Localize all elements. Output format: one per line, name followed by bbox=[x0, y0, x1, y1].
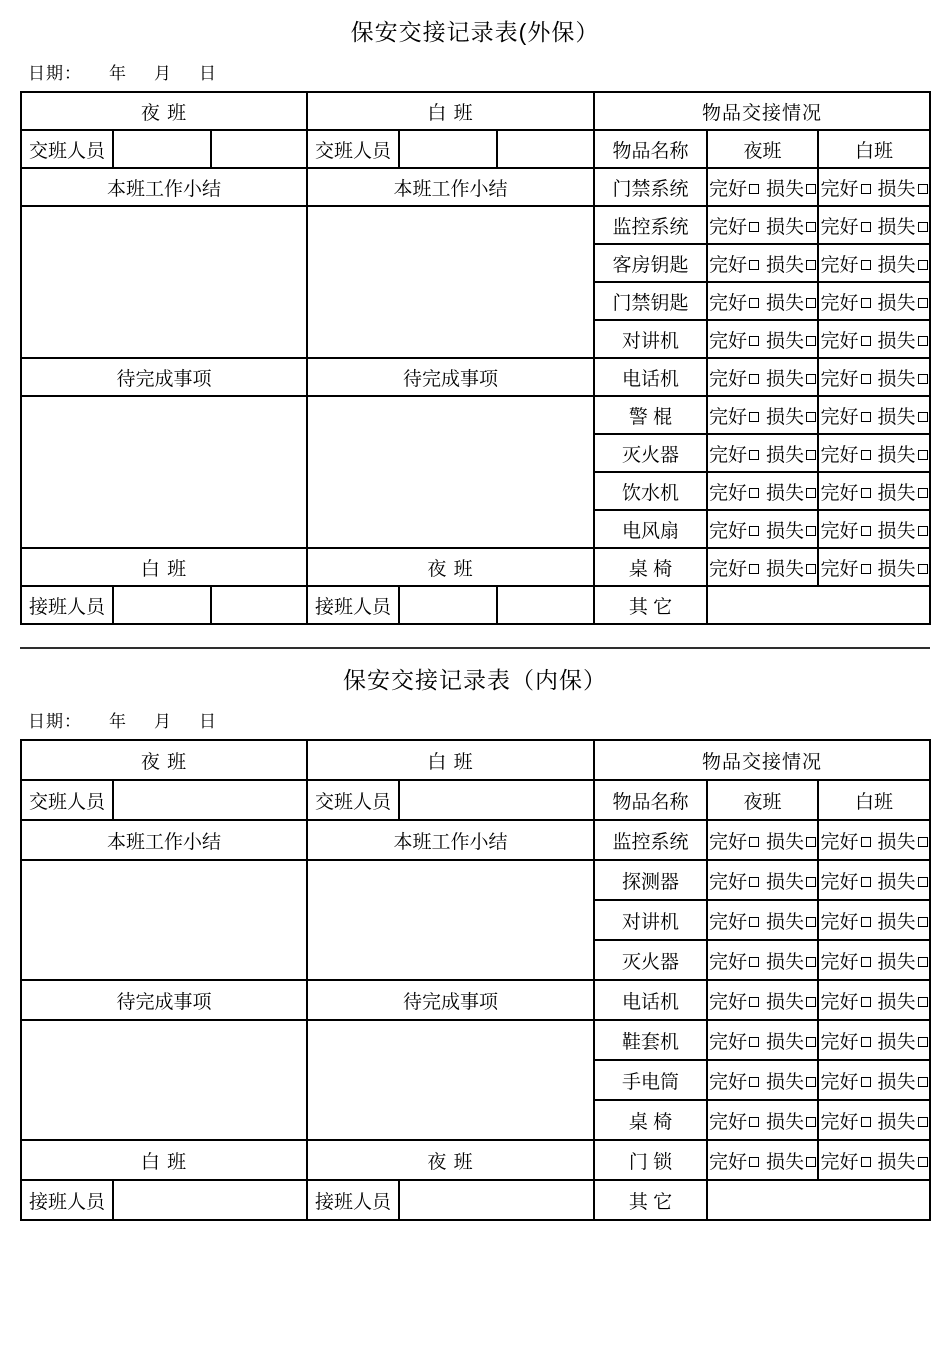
takeover-staff-label: 接班人员 bbox=[21, 1180, 113, 1220]
damaged-label: 损失 bbox=[766, 216, 805, 238]
good-label: 完好 bbox=[820, 520, 859, 542]
status-night bbox=[707, 396, 818, 434]
handover-staff-input[interactable] bbox=[399, 780, 594, 820]
checkbox-damaged[interactable] bbox=[918, 1037, 928, 1047]
work-summary-input[interactable] bbox=[307, 206, 594, 358]
work-summary-header: 本班工作小结 bbox=[307, 820, 594, 860]
status-day bbox=[818, 980, 930, 1020]
handover-table-neibao bbox=[20, 739, 931, 1221]
item-name: 门禁钥匙 bbox=[594, 282, 707, 320]
damaged-label: 损失 bbox=[766, 520, 805, 542]
good-label: 完好 bbox=[708, 1111, 747, 1133]
status-day bbox=[818, 1140, 930, 1180]
checkbox-damaged[interactable] bbox=[918, 336, 928, 346]
checkbox-good[interactable] bbox=[861, 1037, 871, 1047]
takeover-staff-input[interactable] bbox=[113, 586, 211, 624]
status-day bbox=[818, 940, 930, 980]
status-night bbox=[707, 244, 818, 282]
checkbox-good[interactable] bbox=[749, 1037, 759, 1047]
item-name: 电话机 bbox=[594, 358, 707, 396]
status-day bbox=[818, 168, 930, 206]
handover-staff-input[interactable] bbox=[211, 130, 307, 168]
good-label: 完好 bbox=[820, 871, 859, 893]
work-summary-header: 本班工作小结 bbox=[21, 820, 307, 860]
damaged-label: 损失 bbox=[877, 330, 916, 352]
checkbox-damaged[interactable] bbox=[918, 412, 928, 422]
good-label: 完好 bbox=[708, 911, 747, 933]
other-label: 其 它 bbox=[594, 586, 707, 624]
good-label: 完好 bbox=[708, 1071, 747, 1093]
good-label: 完好 bbox=[820, 831, 859, 853]
checkbox-damaged[interactable] bbox=[918, 222, 928, 232]
checkbox-good[interactable] bbox=[861, 877, 871, 887]
damaged-label: 损失 bbox=[877, 292, 916, 314]
section-divider bbox=[20, 647, 930, 649]
item-name: 电话机 bbox=[594, 980, 707, 1020]
status-night bbox=[707, 1060, 818, 1100]
damaged-label: 损失 bbox=[877, 991, 916, 1013]
status-night bbox=[707, 860, 818, 900]
section-title-waibao: 保安交接记录表(外保） bbox=[350, 19, 600, 45]
damaged-label: 损失 bbox=[877, 1031, 916, 1053]
pending-tasks-input[interactable] bbox=[21, 396, 307, 548]
checkbox-damaged[interactable] bbox=[806, 1037, 816, 1047]
status-day bbox=[818, 510, 930, 548]
checkbox-damaged[interactable] bbox=[918, 298, 928, 308]
checkbox-damaged[interactable] bbox=[806, 997, 816, 1007]
status-night bbox=[707, 510, 818, 548]
month-label: 月 bbox=[154, 712, 172, 731]
pending-tasks-input[interactable] bbox=[21, 1020, 307, 1140]
good-label: 完好 bbox=[708, 991, 747, 1013]
checkbox-good[interactable] bbox=[861, 450, 871, 460]
status-day bbox=[818, 1100, 930, 1140]
checkbox-damaged[interactable] bbox=[806, 1157, 816, 1167]
checkbox-damaged[interactable] bbox=[918, 450, 928, 460]
checkbox-good[interactable] bbox=[861, 526, 871, 536]
date-label: 日期： bbox=[28, 712, 82, 731]
checkbox-damaged[interactable] bbox=[918, 374, 928, 384]
damaged-label: 损失 bbox=[877, 911, 916, 933]
night-shift-header: 夜 班 bbox=[21, 740, 307, 780]
pending-tasks-header: 待完成事项 bbox=[21, 980, 307, 1020]
date-line-waibao bbox=[28, 59, 950, 84]
good-label: 完好 bbox=[708, 178, 747, 200]
damaged-label: 损失 bbox=[766, 991, 805, 1013]
item-name: 警 棍 bbox=[594, 396, 707, 434]
damaged-label: 损失 bbox=[766, 1031, 805, 1053]
checkbox-damaged[interactable] bbox=[918, 917, 928, 927]
checkbox-damaged[interactable] bbox=[806, 837, 816, 847]
damaged-label: 损失 bbox=[766, 558, 805, 580]
status-day bbox=[818, 860, 930, 900]
checkbox-damaged[interactable] bbox=[918, 1117, 928, 1127]
handover-table-waibao bbox=[20, 91, 931, 625]
night-shift-footer-header: 夜 班 bbox=[307, 548, 594, 586]
night-col-header: 夜班 bbox=[707, 130, 818, 168]
items-handover-header: 物品交接情况 bbox=[594, 92, 930, 130]
handover-staff-input[interactable] bbox=[399, 130, 497, 168]
damaged-label: 损失 bbox=[766, 444, 805, 466]
checkbox-damaged[interactable] bbox=[806, 298, 816, 308]
checkbox-good[interactable] bbox=[749, 957, 759, 967]
item-name: 鞋套机 bbox=[594, 1020, 707, 1060]
checkbox-damaged[interactable] bbox=[806, 877, 816, 887]
takeover-staff-input[interactable] bbox=[399, 586, 497, 624]
checkbox-good[interactable] bbox=[861, 564, 871, 574]
checkbox-damaged[interactable] bbox=[806, 526, 816, 536]
takeover-staff-input[interactable] bbox=[113, 1180, 307, 1220]
handover-staff-input[interactable] bbox=[113, 780, 307, 820]
checkbox-good[interactable] bbox=[861, 222, 871, 232]
other-label: 其 它 bbox=[594, 1180, 707, 1220]
handover-staff-label: 交班人员 bbox=[21, 780, 113, 820]
status-night bbox=[707, 282, 818, 320]
checkbox-damaged[interactable] bbox=[806, 222, 816, 232]
checkbox-good[interactable] bbox=[749, 1117, 759, 1127]
status-day bbox=[818, 1020, 930, 1060]
status-day bbox=[818, 206, 930, 244]
day-col-header: 白班 bbox=[818, 130, 930, 168]
checkbox-good[interactable] bbox=[861, 917, 871, 927]
checkbox-good[interactable] bbox=[861, 298, 871, 308]
night-col-header: 夜班 bbox=[707, 780, 818, 820]
status-night bbox=[707, 980, 818, 1020]
damaged-label: 损失 bbox=[766, 831, 805, 853]
year-label: 年 bbox=[109, 64, 127, 83]
checkbox-good[interactable] bbox=[861, 837, 871, 847]
checkbox-good[interactable] bbox=[749, 1077, 759, 1087]
good-label: 完好 bbox=[820, 482, 859, 504]
checkbox-damaged[interactable] bbox=[918, 488, 928, 498]
good-label: 完好 bbox=[708, 406, 747, 428]
damaged-label: 损失 bbox=[766, 292, 805, 314]
day-shift-header: 白 班 bbox=[307, 92, 594, 130]
checkbox-damaged[interactable] bbox=[806, 374, 816, 384]
damaged-label: 损失 bbox=[877, 871, 916, 893]
work-summary-input[interactable] bbox=[21, 206, 307, 358]
handover-staff-label: 交班人员 bbox=[307, 130, 399, 168]
good-label: 完好 bbox=[708, 1151, 747, 1173]
damaged-label: 损失 bbox=[766, 368, 805, 390]
damaged-label: 损失 bbox=[877, 406, 916, 428]
good-label: 完好 bbox=[820, 292, 859, 314]
good-label: 完好 bbox=[820, 1031, 859, 1053]
takeover-staff-label: 接班人员 bbox=[307, 586, 399, 624]
checkbox-good[interactable] bbox=[861, 412, 871, 422]
pending-tasks-input[interactable] bbox=[307, 396, 594, 548]
takeover-staff-input[interactable] bbox=[497, 586, 594, 624]
item-name: 探测器 bbox=[594, 860, 707, 900]
status-night bbox=[707, 434, 818, 472]
good-label: 完好 bbox=[820, 368, 859, 390]
damaged-label: 损失 bbox=[877, 1151, 916, 1173]
item-name: 监控系统 bbox=[594, 206, 707, 244]
checkbox-good[interactable] bbox=[861, 184, 871, 194]
damaged-label: 损失 bbox=[877, 1071, 916, 1093]
good-label: 完好 bbox=[708, 330, 747, 352]
good-label: 完好 bbox=[708, 368, 747, 390]
checkbox-good[interactable] bbox=[749, 488, 759, 498]
pending-tasks-header: 待完成事项 bbox=[307, 980, 594, 1020]
good-label: 完好 bbox=[820, 178, 859, 200]
date-label: 日期： bbox=[28, 64, 82, 83]
checkbox-good[interactable] bbox=[749, 222, 759, 232]
checkbox-damaged[interactable] bbox=[806, 450, 816, 460]
good-label: 完好 bbox=[708, 254, 747, 276]
checkbox-damaged[interactable] bbox=[806, 260, 816, 270]
work-summary-header: 本班工作小结 bbox=[307, 168, 594, 206]
item-name: 手电筒 bbox=[594, 1060, 707, 1100]
damaged-label: 损失 bbox=[766, 951, 805, 973]
status-day bbox=[818, 434, 930, 472]
checkbox-good[interactable] bbox=[861, 997, 871, 1007]
good-label: 完好 bbox=[820, 254, 859, 276]
checkbox-good[interactable] bbox=[861, 1117, 871, 1127]
pending-tasks-input[interactable] bbox=[307, 1020, 594, 1140]
good-label: 完好 bbox=[820, 406, 859, 428]
status-day bbox=[818, 900, 930, 940]
status-night bbox=[707, 548, 818, 586]
damaged-label: 损失 bbox=[877, 1111, 916, 1133]
good-label: 完好 bbox=[820, 951, 859, 973]
status-day bbox=[818, 1060, 930, 1100]
checkbox-good[interactable] bbox=[861, 1157, 871, 1167]
checkbox-damaged[interactable] bbox=[918, 260, 928, 270]
status-day bbox=[818, 472, 930, 510]
good-label: 完好 bbox=[708, 520, 747, 542]
status-day bbox=[818, 820, 930, 860]
neibao-section bbox=[0, 662, 950, 1221]
status-night bbox=[707, 1100, 818, 1140]
damaged-label: 损失 bbox=[877, 831, 916, 853]
checkbox-good[interactable] bbox=[861, 957, 871, 967]
status-night bbox=[707, 820, 818, 860]
item-name: 灭火器 bbox=[594, 940, 707, 980]
takeover-staff-label: 接班人员 bbox=[21, 586, 113, 624]
waibao-section bbox=[0, 14, 950, 625]
checkbox-damaged[interactable] bbox=[806, 957, 816, 967]
good-label: 完好 bbox=[708, 216, 747, 238]
status-night bbox=[707, 940, 818, 980]
takeover-staff-input[interactable] bbox=[211, 586, 307, 624]
item-name-col-header: 物品名称 bbox=[594, 130, 707, 168]
damaged-label: 损失 bbox=[766, 911, 805, 933]
checkbox-good[interactable] bbox=[861, 336, 871, 346]
damaged-label: 损失 bbox=[766, 1111, 805, 1133]
checkbox-good[interactable] bbox=[749, 917, 759, 927]
checkbox-good[interactable] bbox=[861, 374, 871, 384]
status-night bbox=[707, 1140, 818, 1180]
good-label: 完好 bbox=[820, 911, 859, 933]
checkbox-good[interactable] bbox=[749, 877, 759, 887]
damaged-label: 损失 bbox=[766, 1151, 805, 1173]
pending-tasks-header: 待完成事项 bbox=[307, 358, 594, 396]
status-day bbox=[818, 320, 930, 358]
good-label: 完好 bbox=[820, 558, 859, 580]
good-label: 完好 bbox=[708, 558, 747, 580]
damaged-label: 损失 bbox=[877, 520, 916, 542]
good-label: 完好 bbox=[708, 951, 747, 973]
checkbox-good[interactable] bbox=[749, 374, 759, 384]
other-input[interactable] bbox=[707, 1180, 930, 1220]
checkbox-damaged[interactable] bbox=[918, 184, 928, 194]
handover-staff-label: 交班人员 bbox=[21, 130, 113, 168]
item-name: 对讲机 bbox=[594, 320, 707, 358]
damaged-label: 损失 bbox=[766, 330, 805, 352]
status-night bbox=[707, 206, 818, 244]
checkbox-good[interactable] bbox=[749, 450, 759, 460]
damaged-label: 损失 bbox=[766, 482, 805, 504]
checkbox-good[interactable] bbox=[749, 1157, 759, 1167]
damaged-label: 损失 bbox=[877, 482, 916, 504]
checkbox-damaged[interactable] bbox=[806, 1117, 816, 1127]
good-label: 完好 bbox=[820, 330, 859, 352]
date-line-neibao bbox=[28, 707, 950, 732]
status-day bbox=[818, 358, 930, 396]
checkbox-good[interactable] bbox=[861, 1077, 871, 1087]
checkbox-damaged[interactable] bbox=[806, 412, 816, 422]
good-label: 完好 bbox=[708, 444, 747, 466]
damaged-label: 损失 bbox=[877, 216, 916, 238]
status-day bbox=[818, 282, 930, 320]
damaged-label: 损失 bbox=[877, 444, 916, 466]
checkbox-good[interactable] bbox=[749, 260, 759, 270]
day-col-header: 白班 bbox=[818, 780, 930, 820]
item-name: 灭火器 bbox=[594, 434, 707, 472]
checkbox-good[interactable] bbox=[861, 488, 871, 498]
day-shift-footer-header: 白 班 bbox=[21, 548, 307, 586]
status-night bbox=[707, 358, 818, 396]
checkbox-damaged[interactable] bbox=[918, 957, 928, 967]
checkbox-damaged[interactable] bbox=[918, 877, 928, 887]
checkbox-damaged[interactable] bbox=[806, 184, 816, 194]
night-shift-header: 夜 班 bbox=[21, 92, 307, 130]
status-day bbox=[818, 548, 930, 586]
night-shift-footer-header: 夜 班 bbox=[307, 1140, 594, 1180]
checkbox-damaged[interactable] bbox=[918, 837, 928, 847]
handover-staff-label: 交班人员 bbox=[307, 780, 399, 820]
item-name: 门禁系统 bbox=[594, 168, 707, 206]
item-name: 监控系统 bbox=[594, 820, 707, 860]
good-label: 完好 bbox=[820, 1071, 859, 1093]
item-name: 客房钥匙 bbox=[594, 244, 707, 282]
checkbox-good[interactable] bbox=[749, 837, 759, 847]
damaged-label: 损失 bbox=[766, 178, 805, 200]
checkbox-damaged[interactable] bbox=[806, 488, 816, 498]
status-night bbox=[707, 472, 818, 510]
status-night bbox=[707, 320, 818, 358]
checkbox-good[interactable] bbox=[749, 184, 759, 194]
item-name-col-header: 物品名称 bbox=[594, 780, 707, 820]
takeover-staff-input[interactable] bbox=[399, 1180, 594, 1220]
item-name: 电风扇 bbox=[594, 510, 707, 548]
checkbox-good[interactable] bbox=[749, 997, 759, 1007]
takeover-staff-label: 接班人员 bbox=[307, 1180, 399, 1220]
checkbox-damaged[interactable] bbox=[806, 1077, 816, 1087]
checkbox-damaged[interactable] bbox=[806, 336, 816, 346]
checkbox-good[interactable] bbox=[749, 526, 759, 536]
good-label: 完好 bbox=[708, 1031, 747, 1053]
items-handover-header: 物品交接情况 bbox=[594, 740, 930, 780]
checkbox-damaged[interactable] bbox=[918, 1077, 928, 1087]
checkbox-damaged[interactable] bbox=[918, 564, 928, 574]
work-summary-header: 本班工作小结 bbox=[21, 168, 307, 206]
status-night bbox=[707, 1020, 818, 1060]
other-input[interactable] bbox=[707, 586, 930, 624]
status-day bbox=[818, 396, 930, 434]
checkbox-good[interactable] bbox=[749, 412, 759, 422]
good-label: 完好 bbox=[820, 1151, 859, 1173]
checkbox-damaged[interactable] bbox=[806, 564, 816, 574]
work-summary-input[interactable] bbox=[307, 860, 594, 980]
checkbox-good[interactable] bbox=[861, 260, 871, 270]
checkbox-damaged[interactable] bbox=[918, 1157, 928, 1167]
good-label: 完好 bbox=[708, 292, 747, 314]
item-name: 桌 椅 bbox=[594, 1100, 707, 1140]
damaged-label: 损失 bbox=[877, 178, 916, 200]
handover-staff-input[interactable] bbox=[113, 130, 211, 168]
damaged-label: 损失 bbox=[766, 1071, 805, 1093]
good-label: 完好 bbox=[708, 871, 747, 893]
damaged-label: 损失 bbox=[877, 951, 916, 973]
damaged-label: 损失 bbox=[766, 406, 805, 428]
status-night bbox=[707, 168, 818, 206]
item-name: 饮水机 bbox=[594, 472, 707, 510]
checkbox-good[interactable] bbox=[749, 564, 759, 574]
damaged-label: 损失 bbox=[877, 254, 916, 276]
good-label: 完好 bbox=[820, 216, 859, 238]
checkbox-good[interactable] bbox=[749, 336, 759, 346]
day-shift-footer-header: 白 班 bbox=[21, 1140, 307, 1180]
status-day bbox=[818, 244, 930, 282]
item-name: 桌 椅 bbox=[594, 548, 707, 586]
good-label: 完好 bbox=[820, 1111, 859, 1133]
checkbox-damaged[interactable] bbox=[918, 526, 928, 536]
checkbox-damaged[interactable] bbox=[806, 917, 816, 927]
good-label: 完好 bbox=[820, 444, 859, 466]
section-title-neibao: 保安交接记录表（内保） bbox=[343, 667, 607, 693]
work-summary-input[interactable] bbox=[21, 860, 307, 980]
checkbox-good[interactable] bbox=[749, 298, 759, 308]
good-label: 完好 bbox=[708, 482, 747, 504]
pending-tasks-header: 待完成事项 bbox=[21, 358, 307, 396]
day-label: 日 bbox=[199, 64, 217, 83]
damaged-label: 损失 bbox=[766, 254, 805, 276]
damaged-label: 损失 bbox=[877, 368, 916, 390]
item-name: 对讲机 bbox=[594, 900, 707, 940]
good-label: 完好 bbox=[708, 831, 747, 853]
status-night bbox=[707, 900, 818, 940]
month-label: 月 bbox=[154, 64, 172, 83]
good-label: 完好 bbox=[820, 991, 859, 1013]
item-name: 门 锁 bbox=[594, 1140, 707, 1180]
handover-staff-input[interactable] bbox=[497, 130, 594, 168]
day-label: 日 bbox=[199, 712, 217, 731]
damaged-label: 损失 bbox=[877, 558, 916, 580]
day-shift-header: 白 班 bbox=[307, 740, 594, 780]
checkbox-damaged[interactable] bbox=[918, 997, 928, 1007]
year-label: 年 bbox=[109, 712, 127, 731]
damaged-label: 损失 bbox=[766, 871, 805, 893]
